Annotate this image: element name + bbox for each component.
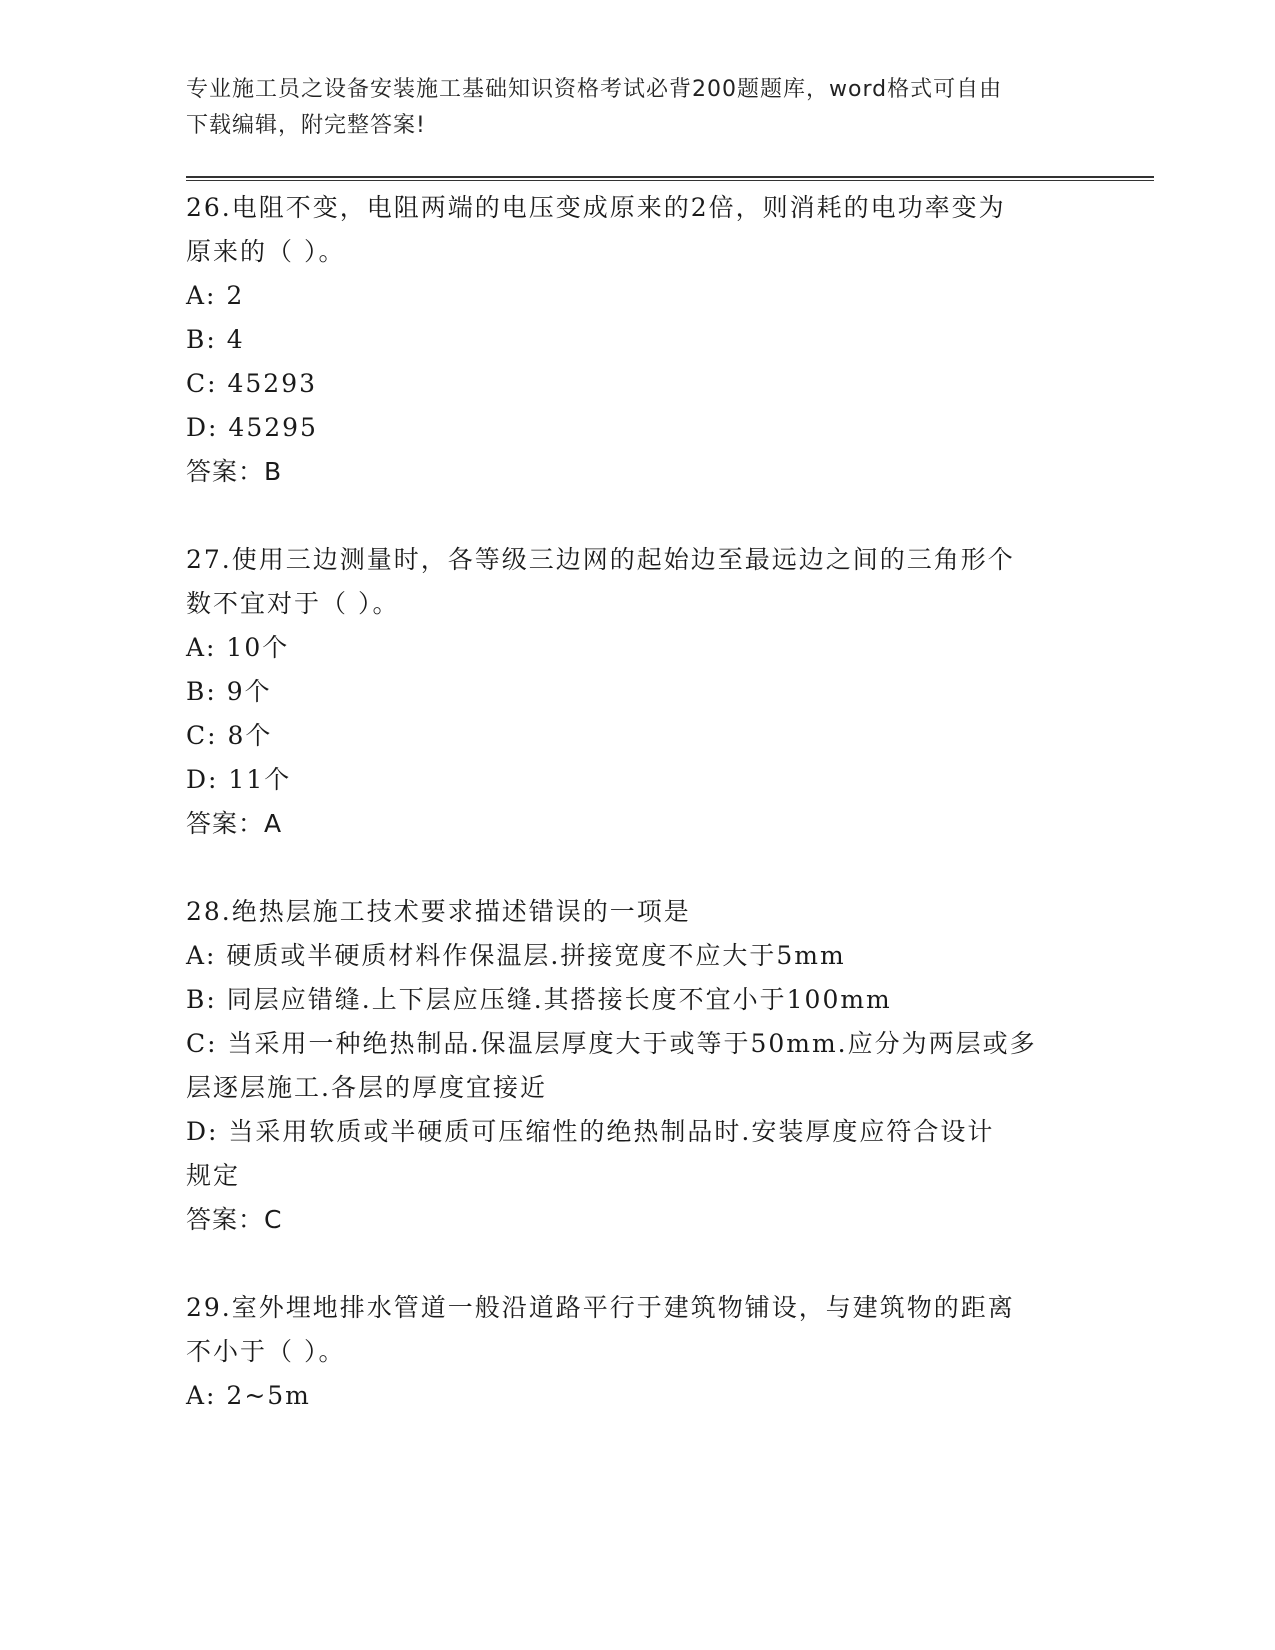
header-line-2: 下载编辑，附完整答案!: [186, 113, 426, 138]
question-29: [186, 1286, 1086, 1418]
answer: 答案：B: [186, 457, 283, 486]
option-c: C: 8个: [186, 721, 273, 750]
option-b: B: 同层应错缝.上下层应压缝.其搭接长度不宜小于100mm: [186, 985, 892, 1014]
document-header: [186, 72, 1086, 144]
option-a: A: 10个: [186, 633, 290, 662]
question-list: [186, 186, 1086, 1462]
header-line-1: 专业施工员之设备安装施工基础知识资格考试必背200题题库，word格式可自由: [186, 77, 1003, 102]
answer: 答案：C: [186, 1205, 283, 1234]
question-stem: 28.绝热层施工技术要求描述错误的一项是: [186, 897, 691, 926]
answer: 答案：A: [186, 809, 283, 838]
question-stem: 29.室外埋地排水管道一般沿道路平行于建筑物铺设，与建筑物的距离: [186, 1293, 1015, 1322]
option-a: A: 2~5m: [186, 1381, 311, 1410]
option-d: D: 当采用软质或半硬质可压缩性的绝热制品时.安装厚度应符合设计: [186, 1117, 995, 1146]
question-28: [186, 890, 1086, 1242]
option-d: D: 11个: [186, 765, 292, 794]
option-a: A: 2: [186, 281, 245, 310]
header-divider: [186, 176, 1154, 181]
question-stem: 27.使用三边测量时，各等级三边网的起始边至最远边之间的三角形个: [186, 545, 1015, 574]
option-d: D: 45295: [186, 413, 318, 442]
option-b: B: 4: [186, 325, 245, 354]
option-d-continued: 规定: [186, 1161, 241, 1190]
option-b: B: 9个: [186, 677, 272, 706]
option-c-continued: 层逐层施工.各层的厚度宜接近: [186, 1073, 547, 1102]
option-c: C: 当采用一种绝热制品.保温层厚度大于或等于50mm.应分为两层或多: [186, 1029, 1037, 1058]
question-stem-continued: 不小于（ ）。: [186, 1337, 346, 1366]
question-stem: 26.电阻不变，电阻两端的电压变成原来的2倍，则消耗的电功率变为: [186, 193, 1006, 222]
question-26: [186, 186, 1086, 494]
question-stem-continued: 原来的（ ）。: [186, 237, 346, 266]
question-stem-continued: 数不宜对于（ ）。: [186, 589, 400, 618]
option-c: C: 45293: [186, 369, 318, 398]
option-a: A: 硬质或半硬质材料作保温层.拼接宽度不应大于5mm: [186, 941, 846, 970]
question-27: [186, 538, 1086, 846]
